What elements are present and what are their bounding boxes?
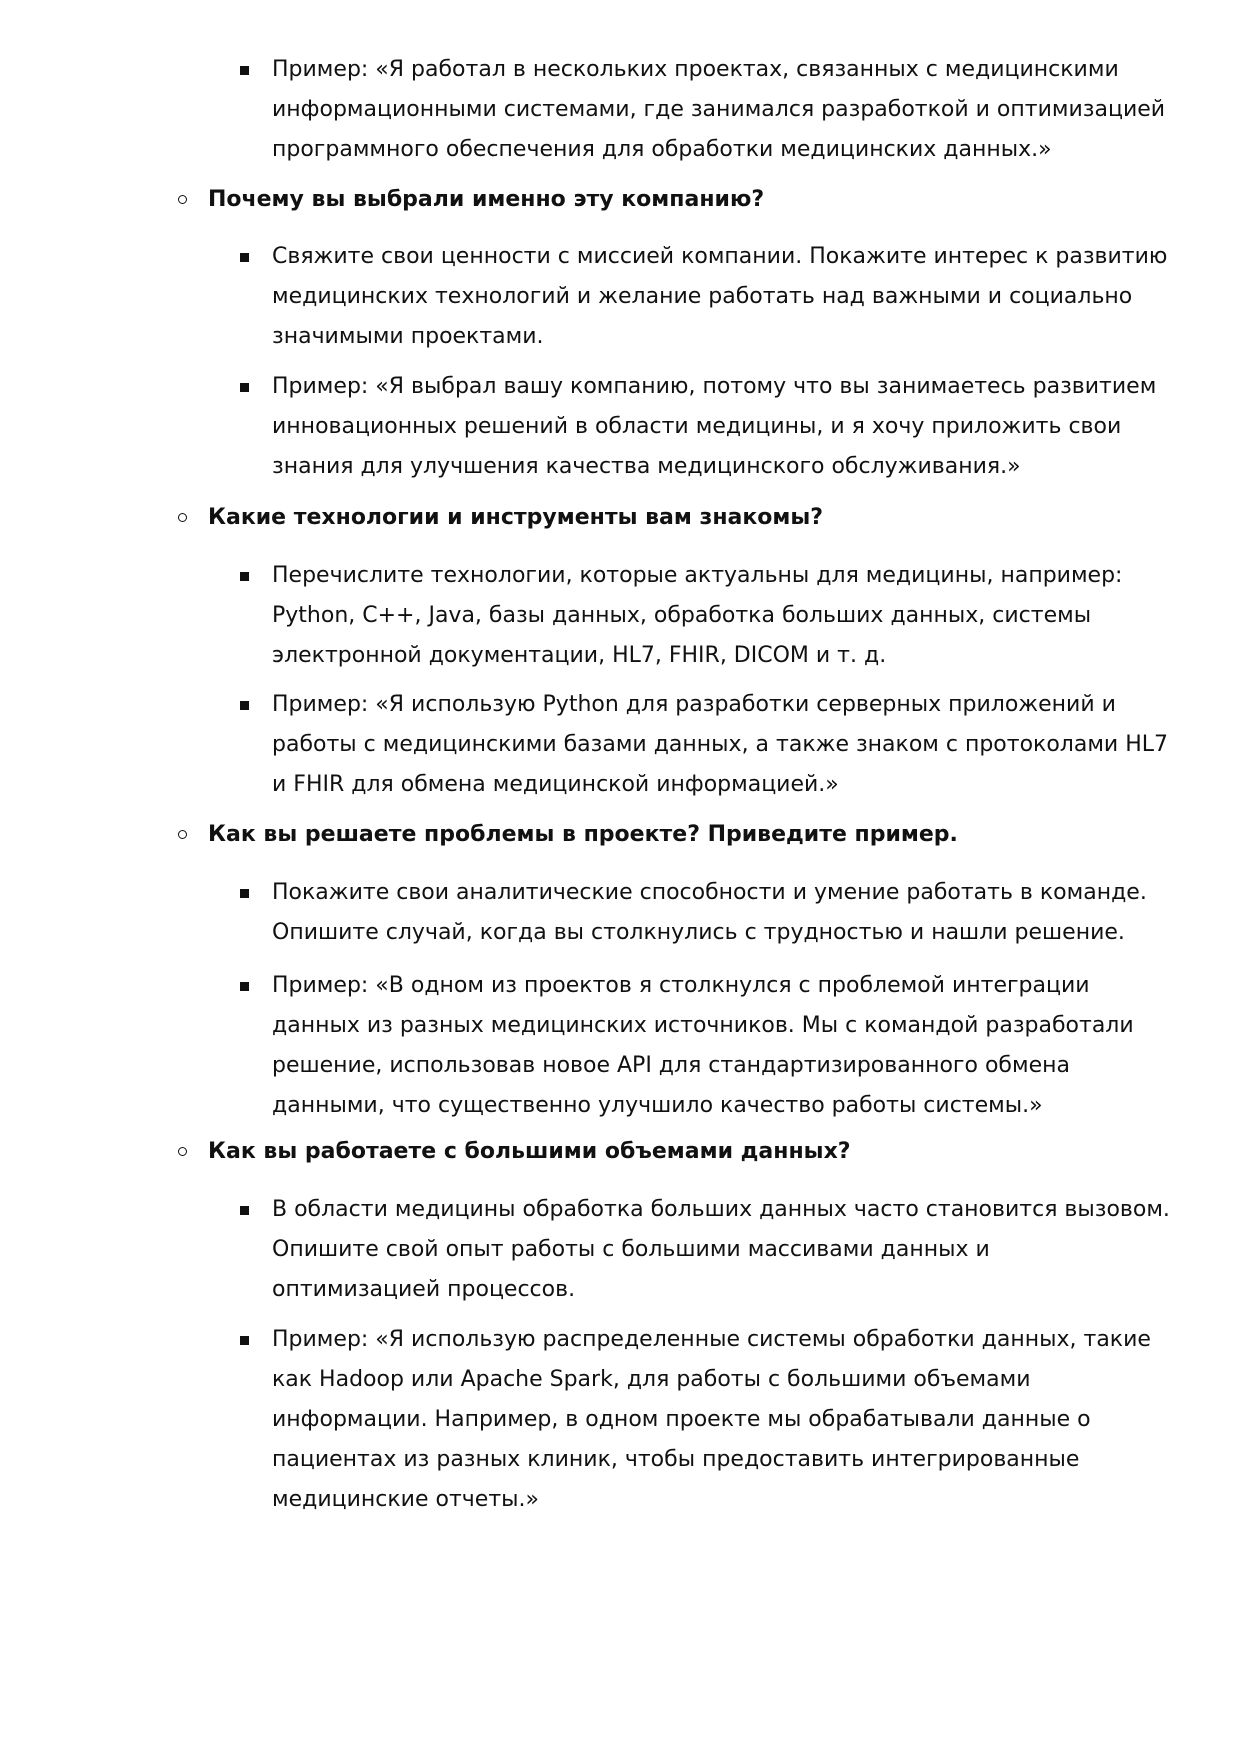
- text-line: Пример: «Я использую распределенные системы обработки данных, такие: [272, 1327, 1151, 1352]
- text-line: значимыми проектами.: [272, 324, 544, 349]
- text-line: оптимизацией процессов.: [272, 1277, 576, 1302]
- text-line: Покажите свои аналитические способности и умение работать в команде.: [272, 880, 1147, 905]
- text-line: медицинские отчеты.»: [272, 1487, 539, 1512]
- question-text: Как вы решаете проблемы в проекте? Приведите пример.: [208, 822, 958, 847]
- text-line: Перечислите технологии, которые актуальны для медицины, например:: [272, 563, 1123, 588]
- text-line: медицинских технологий и желание работать над важными и социально: [272, 284, 1133, 309]
- text-line: Пример: «Я использую Python для разработки серверных приложений и: [272, 692, 1116, 717]
- text-line: информационными системами, где занимался разработкой и оптимизацией: [272, 97, 1166, 122]
- square-bullet-icon: [240, 253, 249, 262]
- text-line: данными, что существенно улучшило качество работы системы.»: [272, 1093, 1043, 1118]
- circle-bullet-icon: [178, 513, 187, 522]
- square-bullet-icon: [240, 1336, 249, 1345]
- square-bullet-icon: [240, 572, 249, 581]
- circle-bullet-icon: [178, 1147, 187, 1156]
- list-item-text: [272, 1320, 1192, 1520]
- text-line: знания для улучшения качества медицинского обслуживания.»: [272, 454, 1021, 479]
- text-line: Пример: «Я работал в нескольких проектах, связанных с медицинскими: [272, 57, 1119, 82]
- text-line: программного обеспечения для обработки медицинских данных.»: [272, 137, 1052, 162]
- text-line: В области медицины обработка больших данных часто становится вызовом.: [272, 1197, 1170, 1222]
- question-text: Почему вы выбрали именно эту компанию?: [208, 187, 765, 212]
- text-line: информации. Например, в одном проекте мы обрабатывали данные о: [272, 1407, 1091, 1432]
- question-text: Какие технологии и инструменты вам знакомы?: [208, 505, 824, 530]
- list-item-text: [272, 873, 1192, 953]
- text-line: Опишите случай, когда вы столкнулись с трудностью и нашли решение.: [272, 920, 1125, 945]
- list-item-text: [272, 237, 1192, 357]
- text-line: Пример: «Я выбрал вашу компанию, потому что вы занимаетесь развитием: [272, 374, 1157, 399]
- text-line: Пример: «В одном из проектов я столкнулся с проблемой интеграции: [272, 973, 1090, 998]
- square-bullet-icon: [240, 982, 249, 991]
- list-item-text: [272, 966, 1192, 1126]
- text-line: и FHIR для обмена медицинской информацией.»: [272, 772, 839, 797]
- text-line: Опишите свой опыт работы с большими массивами данных и: [272, 1237, 990, 1262]
- question-text: Как вы работаете с большими объемами данных?: [208, 1139, 851, 1164]
- list-item-text: [272, 685, 1192, 805]
- list-item-text: [272, 50, 1192, 170]
- square-bullet-icon: [240, 701, 249, 710]
- list-item-text: [272, 556, 1192, 676]
- square-bullet-icon: [240, 66, 249, 75]
- text-line: работы с медицинскими базами данных, а также знаком с протоколами HL7: [272, 732, 1169, 757]
- text-line: пациентах из разных клиник, чтобы предоставить интегрированные: [272, 1447, 1080, 1472]
- text-line: как Hadoop или Apache Spark, для работы с большими объемами: [272, 1367, 1031, 1392]
- text-line: Python, C++, Java, базы данных, обработка больших данных, системы: [272, 603, 1092, 628]
- square-bullet-icon: [240, 383, 249, 392]
- circle-bullet-icon: [178, 195, 187, 204]
- text-line: решение, использовав новое API для стандартизированного обмена: [272, 1053, 1070, 1078]
- text-line: электронной документации, HL7, FHIR, DICOM и т. д.: [272, 643, 887, 668]
- text-line: инновационных решений в области медицины, и я хочу приложить свои: [272, 414, 1122, 439]
- list-item-text: [272, 1190, 1192, 1310]
- list-item-text: [272, 367, 1192, 487]
- text-line: Свяжите свои ценности с миссией компании. Покажите интерес к развитию: [272, 244, 1168, 269]
- square-bullet-icon: [240, 889, 249, 898]
- square-bullet-icon: [240, 1206, 249, 1215]
- circle-bullet-icon: [178, 830, 187, 839]
- text-line: данных из разных медицинских источников. Мы с командой разработали: [272, 1013, 1134, 1038]
